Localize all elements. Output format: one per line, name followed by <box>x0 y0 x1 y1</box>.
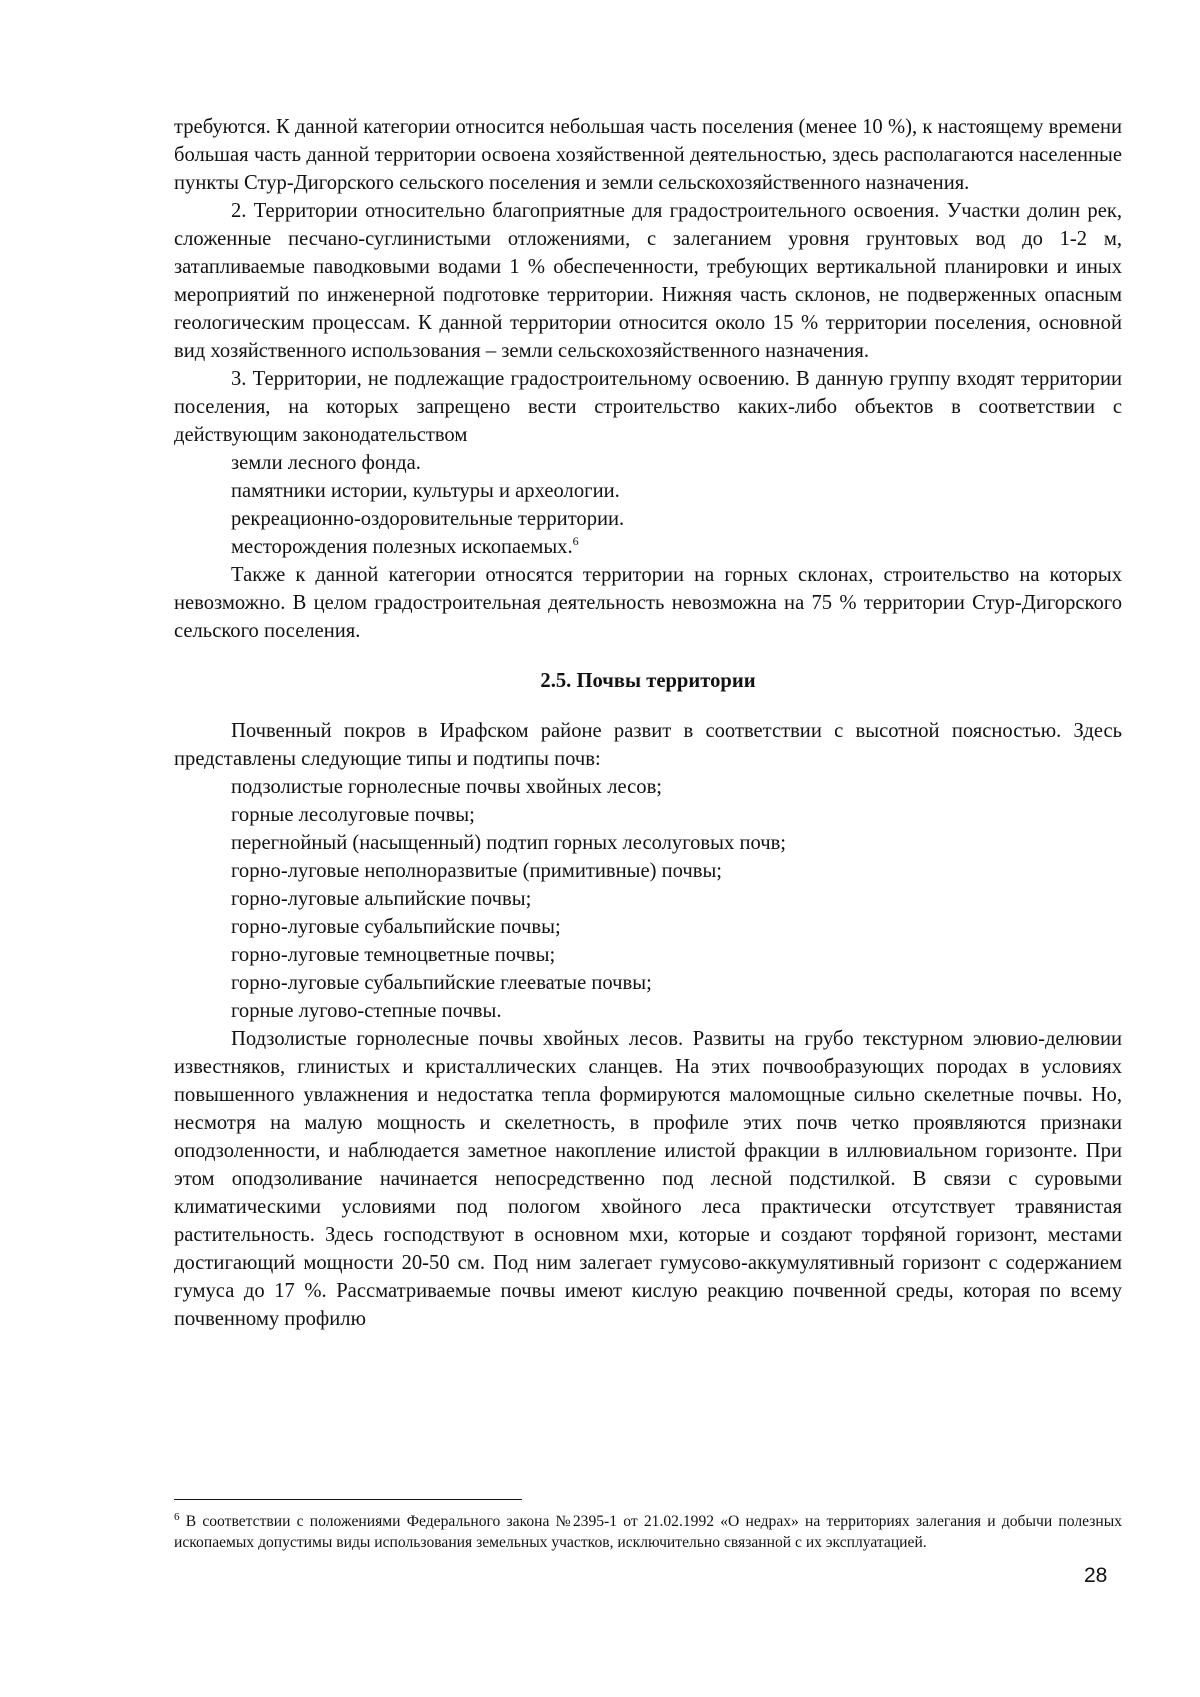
paragraph-after-list: Также к данной категории относятся территории на горных склонах, строительство на которых невозможно. В целом градостроительная деятельность невозможна на 75 % территории Стур-Дигорского сельского поселения. <box>174 564 1122 642</box>
footnote-text: В соответствии с положениями Федерального закона №2395-1 от 21.02.1992 «О недрах» на территориях залегания и добычи полезных ископаемых допустимы виды использования земельных участков, исключительно связанной с их эксплуатацией. <box>174 1513 1122 1551</box>
footnote-separator <box>174 1499 522 1500</box>
soil-type-item: горно-луговые неполноразвитые (примитивные) почвы; <box>231 860 723 882</box>
section-heading: 2.5. Почвы территории <box>540 670 756 692</box>
soil-type-item: перегнойный (насыщенный) подтип горных лесолуговых почв; <box>231 832 787 854</box>
restricted-list-item-text: месторождения полезных ископаемых. <box>231 536 573 558</box>
soil-type-item: горные лугово-степные почвы. <box>231 1000 502 1022</box>
restricted-list-item <box>174 533 1122 561</box>
soil-type-item: горно-луговые субальпийские глееватые почвы; <box>231 972 652 994</box>
restricted-list-item: земли лесного фонда. <box>231 452 421 474</box>
footnote-mark: 6 <box>174 1510 180 1523</box>
footnote <box>174 1511 1122 1553</box>
page-body <box>174 113 1122 1333</box>
paragraph-continuation: требуются. К данной категории относится небольшая часть поселения (менее 10 %), к настоящему времени большая часть данной территории освоена хозяйственной деятельностью, здесь располагаются населенные пункты Стур-Дигорского сельского поселения и земли сельскохозяйственного назначения. <box>174 116 1122 194</box>
page-number: 28 <box>1084 1564 1108 1587</box>
paragraph-category-2: 2. Территории относительно благоприятные для градостроительного освоения. Участки долин рек, сложенные песчано-суглинистыми отложениями, с залеганием уровня грунтовых вод до 1-2 м, затапливаемые паводковыми водами 1 % обеспеченности, требующих вертикальной планировки и иных мероприятий по инженерной подготовке территории. Нижняя часть склонов, не подверженных опасным геологическим процессам. К данной территории относится около 15 % территории поселения, основной вид хозяйственного использования – земли сельскохозяйственного назначения. <box>174 200 1122 362</box>
soil-type-item: горно-луговые субальпийские почвы; <box>231 916 561 938</box>
soil-type-item: подзолистые горнолесные почвы хвойных лесов; <box>231 776 663 798</box>
soils-description: Подзолистые горнолесные почвы хвойных лесов. Развиты на грубо текстурном элювио-делювии известняков, глинистых и кристаллических сланцев. На этих почвообразующих породах в условиях повышенного увлажнения и недостатка тепла формируются маломощные сильно скелетные почвы. Но, несмотря на малую мощность и скелетность, в профиле этих почв четко проявляются признаки оподзоленности, и наблюдается заметное накопление илистой фракции в иллювиальном горизонте. При этом оподзоливание начинается непосредственно под лесной подстилкой. В связи с суровыми климатическими условиями под пологом хвойного леса практически отсутствует травянистая растительность. Здесь господствуют в основном мхи, которые и создают торфяной горизонт, местами достигающий мощности 20-50 см. Под ним залегает гумусово-аккумулятивный горизонт с содержанием гумуса до 17 %. Рассматриваемые почвы имеют кислую реакцию почвенной среды, которая по всему почвенному профилю <box>174 1028 1122 1330</box>
paragraph-category-3: 3. Территории, не подлежащие градостроительному освоению. В данную группу входят территории поселения, на которых запрещено вести строительство каких-либо объектов в соответствии с действующим законодательством <box>174 368 1122 446</box>
soil-type-item: горно-луговые альпийские почвы; <box>231 888 532 910</box>
soil-type-item: горно-луговые темноцветные почвы; <box>231 944 556 966</box>
footnote-reference: 6 <box>572 534 579 549</box>
restricted-list-item: рекреационно-оздоровительные территории. <box>231 508 625 530</box>
soil-type-item: горные лесолуговые почвы; <box>231 804 475 826</box>
restricted-list-item: памятники истории, культуры и археологии. <box>231 480 620 502</box>
soils-intro: Почвенный покров в Ирафском районе развит в соответствии с высотной поясностью. Здесь представлены следующие типы и подтипы почв: <box>174 720 1122 770</box>
